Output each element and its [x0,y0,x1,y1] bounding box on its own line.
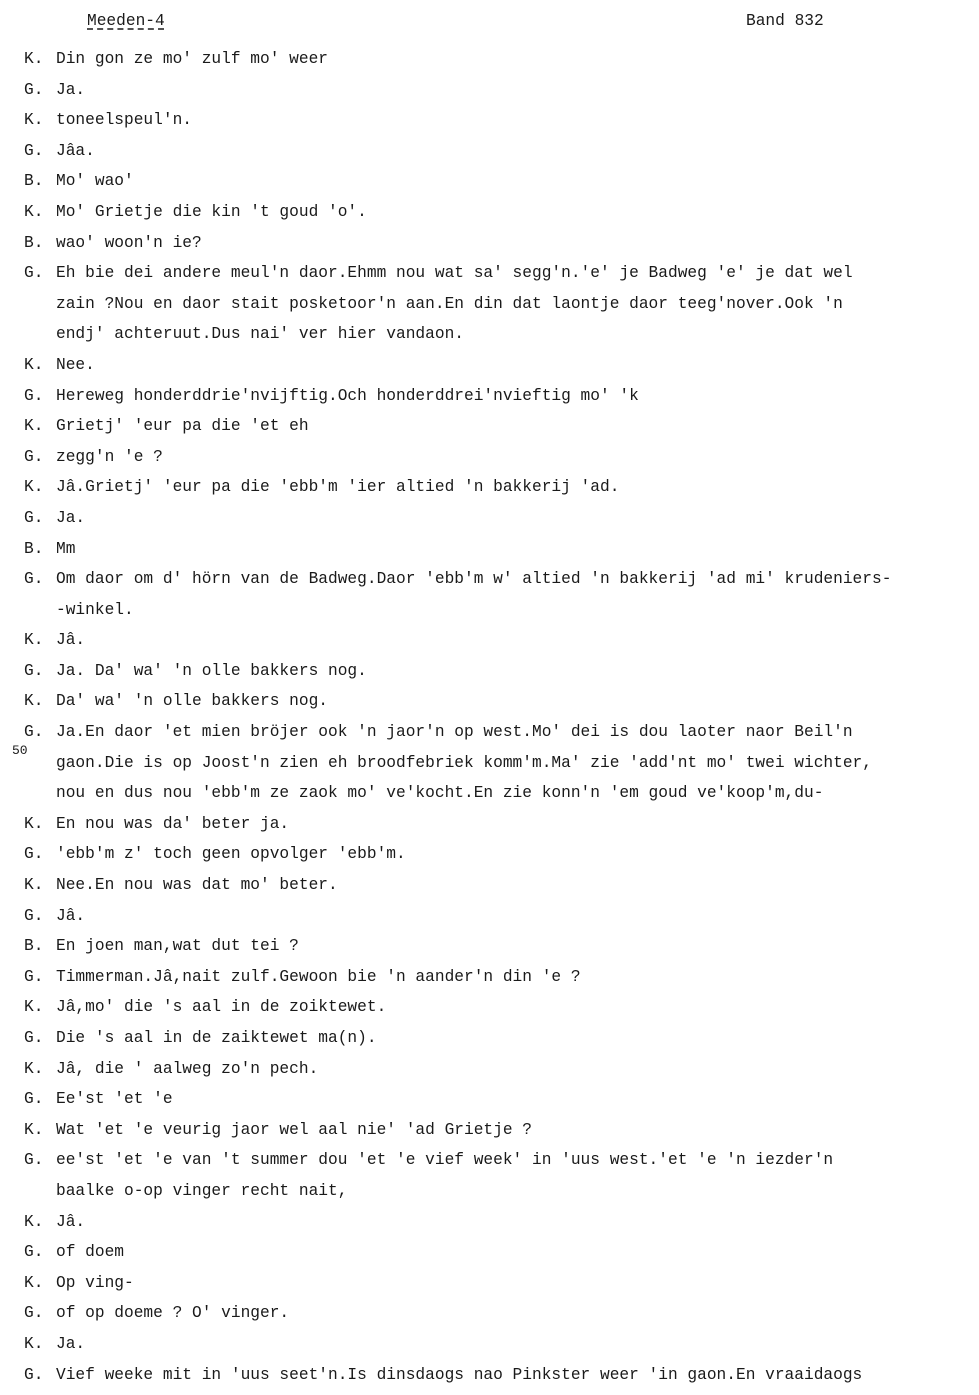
utterance-text: -winkel. [56,600,134,619]
transcript-line [24,411,974,442]
transcript-line [24,992,974,1023]
utterance-text: Ja. Da' wa' 'n olle bakkers nog. [56,661,367,680]
speaker-label: K. [24,998,44,1017]
transcript-line [24,778,974,809]
utterance-text: Jâ,mo' die 's aal in de zoiktewet. [56,998,387,1017]
transcript-line [24,686,974,717]
transcript-line [24,1360,974,1391]
utterance-text: endj' achteruut.Dus nai' ver hier vandaon. [56,325,464,344]
transcript-line [24,503,974,534]
utterance-text: Op ving- [56,1273,134,1292]
speaker-label: B. [24,539,44,558]
utterance-text: nou en dus nou 'ebb'm ze zaok mo' ve'kocht.En zie konn'n 'em goud ve'koop'm,du- [56,784,824,803]
speaker-label: G. [24,141,44,160]
transcript-line [24,1268,974,1299]
transcript-line [24,228,974,259]
transcript-line [24,1176,974,1207]
transcript-line [24,472,974,503]
transcript-line [24,931,974,962]
utterance-text: Ja. [56,80,86,99]
transcript-line [24,381,974,412]
transcript-line [24,75,974,106]
utterance-text: Nee.En nou was dat mo' beter. [56,876,338,895]
utterance-text: Om daor om d' hörn van de Badweg.Daor 'ebb'm w' altied 'n bakkerij 'ad mi' krudeniers- [56,570,892,589]
speaker-label: G. [24,508,44,527]
transcript-line [24,258,974,289]
utterance-text: 'ebb'm z' toch geen opvolger 'ebb'm. [56,845,406,864]
speaker-label: G. [24,906,44,925]
speaker-label: K. [24,1120,44,1139]
band-number: Band 832 [746,12,824,30]
speaker-label: G. [24,845,44,864]
utterance-text: Grietj' 'eur pa die 'et eh [56,417,309,436]
transcript-line [24,564,974,595]
transcript-line [24,1207,974,1238]
speaker-label: G. [24,1090,44,1109]
transcript-line [24,1115,974,1146]
transcript-line [24,717,974,748]
utterance-text: Ja. [56,1334,86,1353]
transcript-line [24,105,974,136]
utterance-text: Jâ. [56,631,86,650]
utterance-text: ee'st 'et 'e van 't summer dou 'et 'e vief week' in 'uus west.'et 'e 'n iezder'n [56,1151,834,1170]
utterance-text: Jâa. [56,141,95,160]
speaker-label: K. [24,50,44,68]
margin-line-number: 50 [12,742,28,758]
transcript-line [24,442,974,473]
transcript-line [24,350,974,381]
transcript-line [24,1329,974,1360]
transcript-lines [12,44,974,1390]
utterance-text: Vief weeke mit in 'uus seet'n.Is dinsdaogs nao Pinkster weer 'in gaon.En vraaidaogs [56,1365,863,1384]
speaker-label: G. [24,386,44,405]
utterance-text: En joen man,wat dut tei ? [56,937,299,956]
transcript-line [24,839,974,870]
transcript-line [24,289,974,320]
speaker-label: B. [24,937,44,956]
speaker-label: K. [24,202,44,221]
speaker-label: K. [24,876,44,895]
transcript-line [24,534,974,565]
speaker-label: K. [24,692,44,711]
utterance-text: of doem [56,1243,124,1262]
transcript-line [24,656,974,687]
speaker-label: K. [24,111,44,130]
utterance-text: Mm [56,539,76,558]
utterance-text: En nou was da' beter ja. [56,814,290,833]
utterance-text: Mo' Grietje die kin 't goud 'o'. [56,202,367,221]
transcript-line [24,136,974,167]
utterance-text: Wat 'et 'e veurig jaor wel aal nie' 'ad Grietje ? [56,1120,532,1139]
transcript-line [24,595,974,626]
speaker-label: G. [24,967,44,986]
speaker-label: G. [24,447,44,466]
speaker-label: K. [24,1212,44,1231]
utterance-text: Ja.En daor 'et mien bröjer ook 'n jaor'n op west.Mo' dei is dou laoter naor Beil'n [56,723,853,742]
speaker-label: G. [24,1365,44,1384]
speaker-label: G. [24,723,44,742]
utterance-text: Jâ. [56,906,86,925]
utterance-text: Ee'st 'et 'e [56,1090,173,1109]
utterance-text: Hereweg honderddrie'nvijftig.Och honderddrei'nvieftig mo' 'k [56,386,639,405]
utterance-text: Jâ, die ' aalweg zo'n pech. [56,1059,319,1078]
utterance-text: Mo' wao' [56,172,134,191]
utterance-text: Jâ.Grietj' 'eur pa die 'ebb'm 'ier altied 'n bakkerij 'ad. [56,478,620,497]
transcript-line [24,625,974,656]
transcript-line [24,809,974,840]
utterance-text: zegg'n 'e ? [56,447,163,466]
transcript-line [24,1054,974,1085]
utterance-text: Da' wa' 'n olle bakkers nog. [56,692,328,711]
transcript-line [24,962,974,993]
utterance-text: Timmerman.Jâ,nait zulf.Gewoon bie 'n aander'n din 'e ? [56,967,581,986]
utterance-text: gaon.Die is op Joost'n zien eh broodfebriek komm'm.Ma' zie 'add'nt mo' twei wichter, [56,753,872,772]
utterance-text: Din gon ze mo' zulf mo' weer [56,50,328,68]
speaker-label: B. [24,233,44,252]
speaker-label: K. [24,478,44,497]
utterance-text: baalke o-op vinger recht nait, [56,1181,348,1200]
speaker-label: G. [24,661,44,680]
transcript-line [24,166,974,197]
transcript-line [24,1084,974,1115]
transcript-line [24,870,974,901]
transcript-line [24,1237,974,1268]
utterance-text: Die 's aal in de zaiktewet ma(n). [56,1029,377,1047]
speaker-label: G. [24,1151,44,1170]
transcript-line [24,1145,974,1176]
utterance-text: wao' woon'n ie? [56,233,202,252]
utterance-text: Jâ. [56,1212,86,1231]
speaker-label: G. [24,1243,44,1262]
speaker-label: K. [24,355,44,374]
speaker-label: K. [24,1059,44,1078]
speaker-label: K. [24,1273,44,1292]
utterance-text: zain ?Nou en daor stait posketoor'n aan.En din dat laontje daor teeg'nover.Ook 'n [56,294,843,313]
speaker-label: B. [24,172,44,191]
speaker-label: K. [24,631,44,650]
speaker-label: G. [24,264,44,283]
speaker-label: G. [24,570,44,589]
speaker-label: G. [24,1029,44,1047]
speaker-label: K. [24,1334,44,1353]
document-title: Meeden-4 [87,12,165,30]
utterance-text: Eh bie dei andere meul'n daor.Ehmm nou wat sa' segg'n.'e' je Badweg 'e' je dat wel [56,264,853,283]
utterance-text: of op doeme ? O' vinger. [56,1304,290,1323]
speaker-label: K. [24,417,44,436]
utterance-text: Ja. [56,508,86,527]
speaker-label: G. [24,80,44,99]
transcript-line [24,901,974,932]
utterance-text: Nee. [56,355,95,374]
transcript-line [12,742,974,779]
speaker-label: K. [24,814,44,833]
transcript-line [24,319,974,350]
transcript-line [24,1023,974,1054]
utterance-text: toneelspeul'n. [56,111,192,130]
speaker-label: G. [24,1304,44,1323]
transcript-line [24,44,974,75]
transcript-line [24,1298,974,1329]
transcript-line [24,197,974,228]
